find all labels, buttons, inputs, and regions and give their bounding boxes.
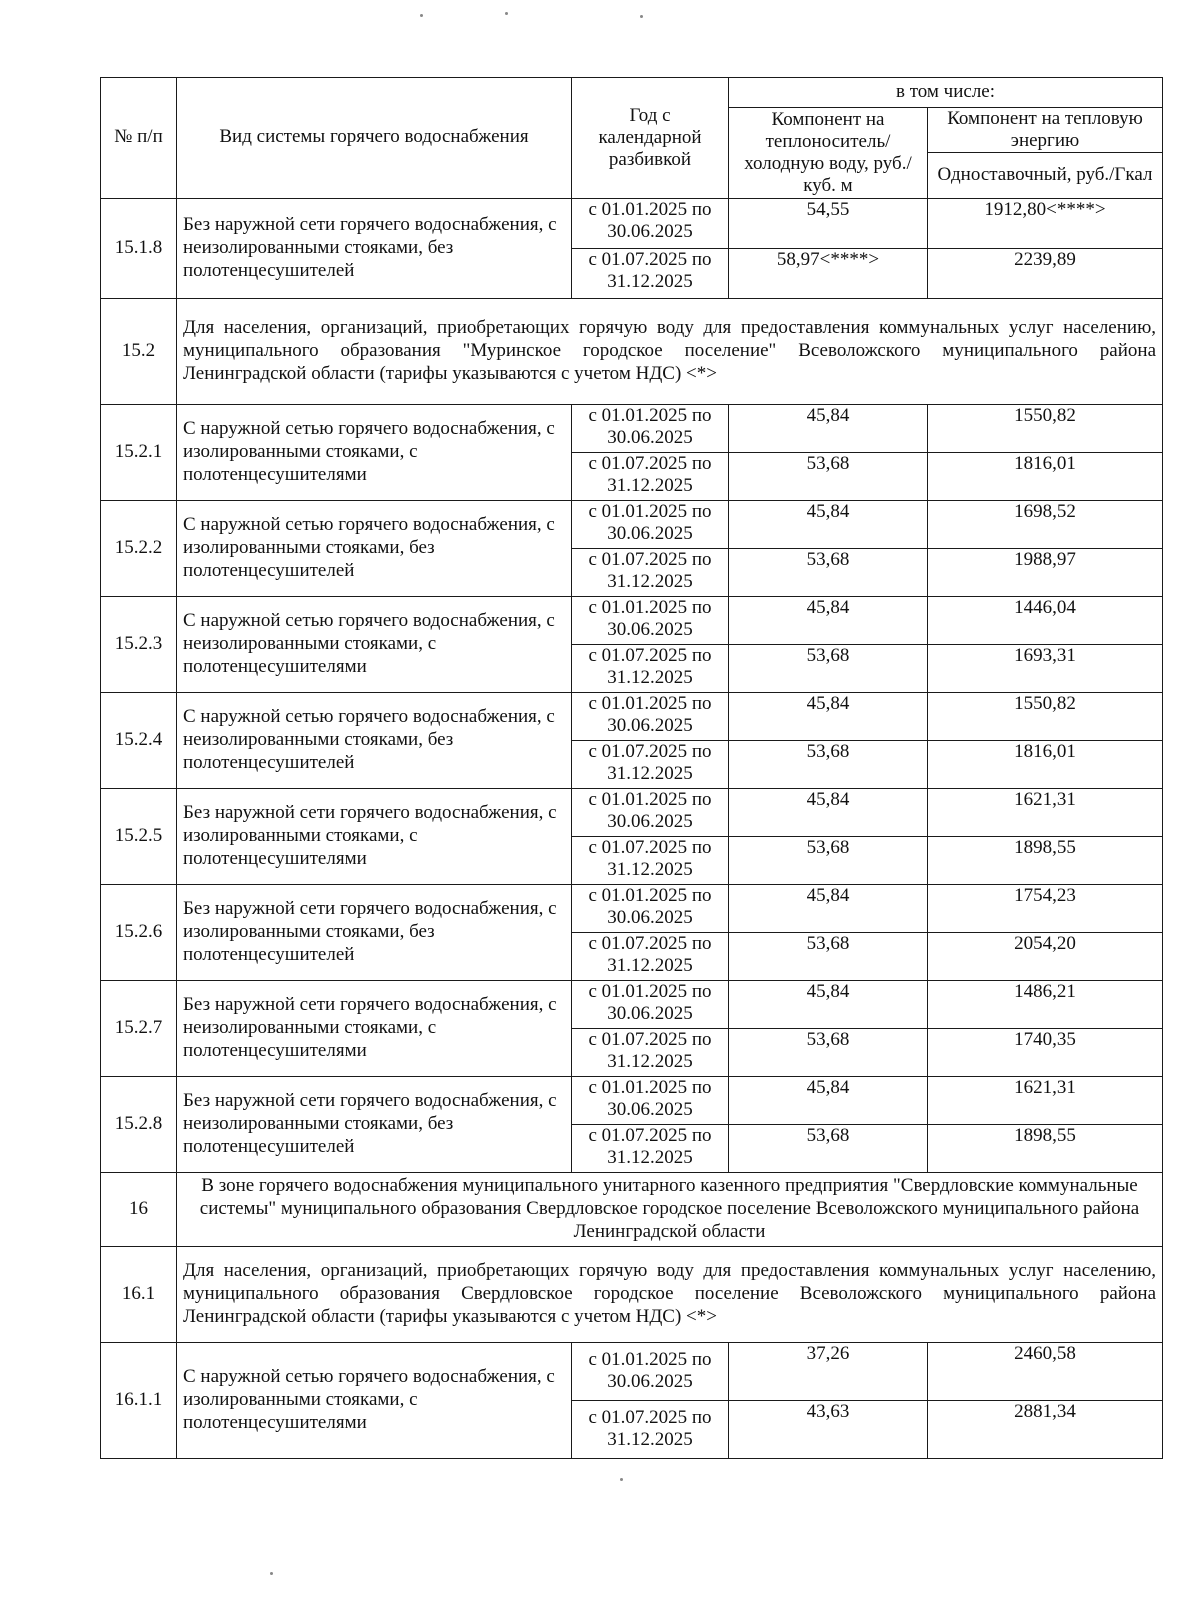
- table-row: [101, 884, 1163, 932]
- water-value: 53,68: [729, 548, 928, 596]
- row-number: 15.2.1: [101, 404, 177, 500]
- water-value: 53,68: [729, 932, 928, 980]
- header-num: № п/п: [101, 78, 177, 199]
- row-system-type: Без наружной сети горячего водоснабжения, с изолированными стояками, с полотенцесушителями: [177, 788, 572, 884]
- heat-value: 1550,82: [928, 404, 1163, 452]
- table-row: [101, 404, 1163, 452]
- section-row: [101, 298, 1163, 404]
- row-system-type: Без наружной сети горячего водоснабжения, с неизолированными стояками, с полотенцесушителями: [177, 980, 572, 1076]
- row-number: 15.2.2: [101, 500, 177, 596]
- row-number: 15.2.6: [101, 884, 177, 980]
- period-cell: с 01.07.2025 по 31.12.2025: [572, 548, 729, 596]
- heat-value: 1621,31: [928, 788, 1163, 836]
- heat-value: 1698,52: [928, 500, 1163, 548]
- period-cell: с 01.07.2025 по 31.12.2025: [572, 740, 729, 788]
- heat-value: 1550,82: [928, 692, 1163, 740]
- table-row: [101, 500, 1163, 548]
- table-row: [101, 788, 1163, 836]
- heat-value: 2460,58: [928, 1342, 1163, 1400]
- period-cell: с 01.01.2025 по 30.06.2025: [572, 788, 729, 836]
- row-system-type: Без наружной сети горячего водоснабжения, с изолированными стояками, без полотенцесушителей: [177, 884, 572, 980]
- header-year: Год с календарной разбивкой: [572, 78, 729, 199]
- row-system-type: С наружной сетью горячего водоснабжения, с изолированными стояками, с полотенцесушителями: [177, 1342, 572, 1458]
- period-cell: с 01.07.2025 по 31.12.2025: [572, 1028, 729, 1076]
- heat-value: 1898,55: [928, 836, 1163, 884]
- header-component-heat: Компонент на тепловую энергию: [928, 108, 1163, 153]
- water-value: 45,84: [729, 788, 928, 836]
- zone-title: В зоне горячего водоснабжения муниципального унитарного казенного предприятия "Свердловские коммунальные системы" муниципального образования Свердловское городское поселение Всеволожского муниципального района Ленинградской области: [177, 1172, 1163, 1246]
- heat-value: 1754,23: [928, 884, 1163, 932]
- water-value: 53,68: [729, 740, 928, 788]
- water-value: 54,55: [729, 198, 928, 248]
- water-value: 45,84: [729, 404, 928, 452]
- scan-artifact: [270, 1572, 273, 1575]
- water-value: 53,68: [729, 644, 928, 692]
- header-single-rate: Одноставочный, руб./Гкал: [928, 152, 1163, 198]
- heat-value: 2239,89: [928, 248, 1163, 298]
- heat-value: 1912,80<****>: [928, 198, 1163, 248]
- period-cell: с 01.07.2025 по 31.12.2025: [572, 248, 729, 298]
- period-cell: с 01.01.2025 по 30.06.2025: [572, 1076, 729, 1124]
- period-cell: с 01.01.2025 по 30.06.2025: [572, 980, 729, 1028]
- table-row: [101, 198, 1163, 248]
- period-cell: с 01.01.2025 по 30.06.2025: [572, 884, 729, 932]
- period-cell: с 01.07.2025 по 31.12.2025: [572, 452, 729, 500]
- water-value: 45,84: [729, 884, 928, 932]
- section-description: Для населения, организаций, приобретающих горячую воду для предоставления коммунальных услуг населению, муниципального образования "Муринское городское поселение" Всеволожского муниципального района Ленинградской области (тарифы указываются с учетом НДС) <*>: [177, 298, 1163, 404]
- section-description: Для населения, организаций, приобретающих горячую воду для предоставления коммунальных услуг населению, муниципального образования Свердловское городское поселение Всеволожского муниципального района Ленинградской области (тарифы указываются с учетом НДС) <*>: [177, 1246, 1163, 1342]
- header-including: в том числе:: [729, 78, 1163, 108]
- water-value: 58,97<****>: [729, 248, 928, 298]
- row-system-type: С наружной сетью горячего водоснабжения, с изолированными стояками, с полотенцесушителями: [177, 404, 572, 500]
- water-value: 37,26: [729, 1342, 928, 1400]
- water-value: 45,84: [729, 692, 928, 740]
- heat-value: 1816,01: [928, 452, 1163, 500]
- period-cell: с 01.01.2025 по 30.06.2025: [572, 596, 729, 644]
- row-number: 16.1.1: [101, 1342, 177, 1458]
- water-value: 53,68: [729, 1124, 928, 1172]
- heat-value: 1446,04: [928, 596, 1163, 644]
- scan-artifact: [420, 14, 423, 17]
- tariff-table: [100, 77, 1163, 1459]
- heat-value: 1486,21: [928, 980, 1163, 1028]
- table-header-row: [101, 78, 1163, 108]
- row-number: 16: [101, 1172, 177, 1246]
- period-cell: с 01.01.2025 по 30.06.2025: [572, 198, 729, 248]
- table-row: [101, 1076, 1163, 1124]
- row-number: 15.2: [101, 298, 177, 404]
- table-row: [101, 980, 1163, 1028]
- period-cell: с 01.07.2025 по 31.12.2025: [572, 932, 729, 980]
- period-cell: с 01.07.2025 по 31.12.2025: [572, 1400, 729, 1458]
- heat-value: 1740,35: [928, 1028, 1163, 1076]
- row-system-type: С наружной сетью горячего водоснабжения, с неизолированными стояками, с полотенцесушителями: [177, 596, 572, 692]
- header-component-water: Компонент на теплоноситель/ холодную воду, руб./куб. м: [729, 108, 928, 199]
- row-number: 16.1: [101, 1246, 177, 1342]
- scan-artifact: [505, 12, 508, 15]
- period-cell: с 01.07.2025 по 31.12.2025: [572, 644, 729, 692]
- scan-artifact: [620, 1478, 623, 1481]
- heat-value: 2054,20: [928, 932, 1163, 980]
- water-value: 53,68: [729, 1028, 928, 1076]
- table-row: [101, 596, 1163, 644]
- water-value: 45,84: [729, 980, 928, 1028]
- row-number: 15.2.4: [101, 692, 177, 788]
- row-number: 15.2.7: [101, 980, 177, 1076]
- heat-value: 1988,97: [928, 548, 1163, 596]
- row-system-type: С наружной сетью горячего водоснабжения, с неизолированными стояками, без полотенцесушителей: [177, 692, 572, 788]
- heat-value: 1816,01: [928, 740, 1163, 788]
- row-system-type: С наружной сетью горячего водоснабжения, с изолированными стояками, без полотенцесушителей: [177, 500, 572, 596]
- water-value: 53,68: [729, 836, 928, 884]
- period-cell: с 01.07.2025 по 31.12.2025: [572, 1124, 729, 1172]
- row-system-type: Без наружной сети горячего водоснабжения, с неизолированными стояками, без полотенцесушителей: [177, 1076, 572, 1172]
- row-number: 15.2.5: [101, 788, 177, 884]
- water-value: 45,84: [729, 500, 928, 548]
- heat-value: 1693,31: [928, 644, 1163, 692]
- period-cell: с 01.01.2025 по 30.06.2025: [572, 1342, 729, 1400]
- period-cell: с 01.07.2025 по 31.12.2025: [572, 836, 729, 884]
- section-row: [101, 1172, 1163, 1246]
- water-value: 53,68: [729, 452, 928, 500]
- water-value: 45,84: [729, 596, 928, 644]
- heat-value: 1898,55: [928, 1124, 1163, 1172]
- table-row: [101, 692, 1163, 740]
- water-value: 45,84: [729, 1076, 928, 1124]
- row-number: 15.1.8: [101, 198, 177, 298]
- water-value: 43,63: [729, 1400, 928, 1458]
- section-row: [101, 1246, 1163, 1342]
- scan-artifact: [640, 15, 643, 18]
- header-system-type: Вид системы горячего водоснабжения: [177, 78, 572, 199]
- row-number: 15.2.3: [101, 596, 177, 692]
- table-row: [101, 1342, 1163, 1400]
- row-number: 15.2.8: [101, 1076, 177, 1172]
- heat-value: 1621,31: [928, 1076, 1163, 1124]
- row-system-type: Без наружной сети горячего водоснабжения, с неизолированными стояками, без полотенцесушителей: [177, 198, 572, 298]
- heat-value: 2881,34: [928, 1400, 1163, 1458]
- period-cell: с 01.01.2025 по 30.06.2025: [572, 692, 729, 740]
- period-cell: с 01.01.2025 по 30.06.2025: [572, 404, 729, 452]
- period-cell: с 01.01.2025 по 30.06.2025: [572, 500, 729, 548]
